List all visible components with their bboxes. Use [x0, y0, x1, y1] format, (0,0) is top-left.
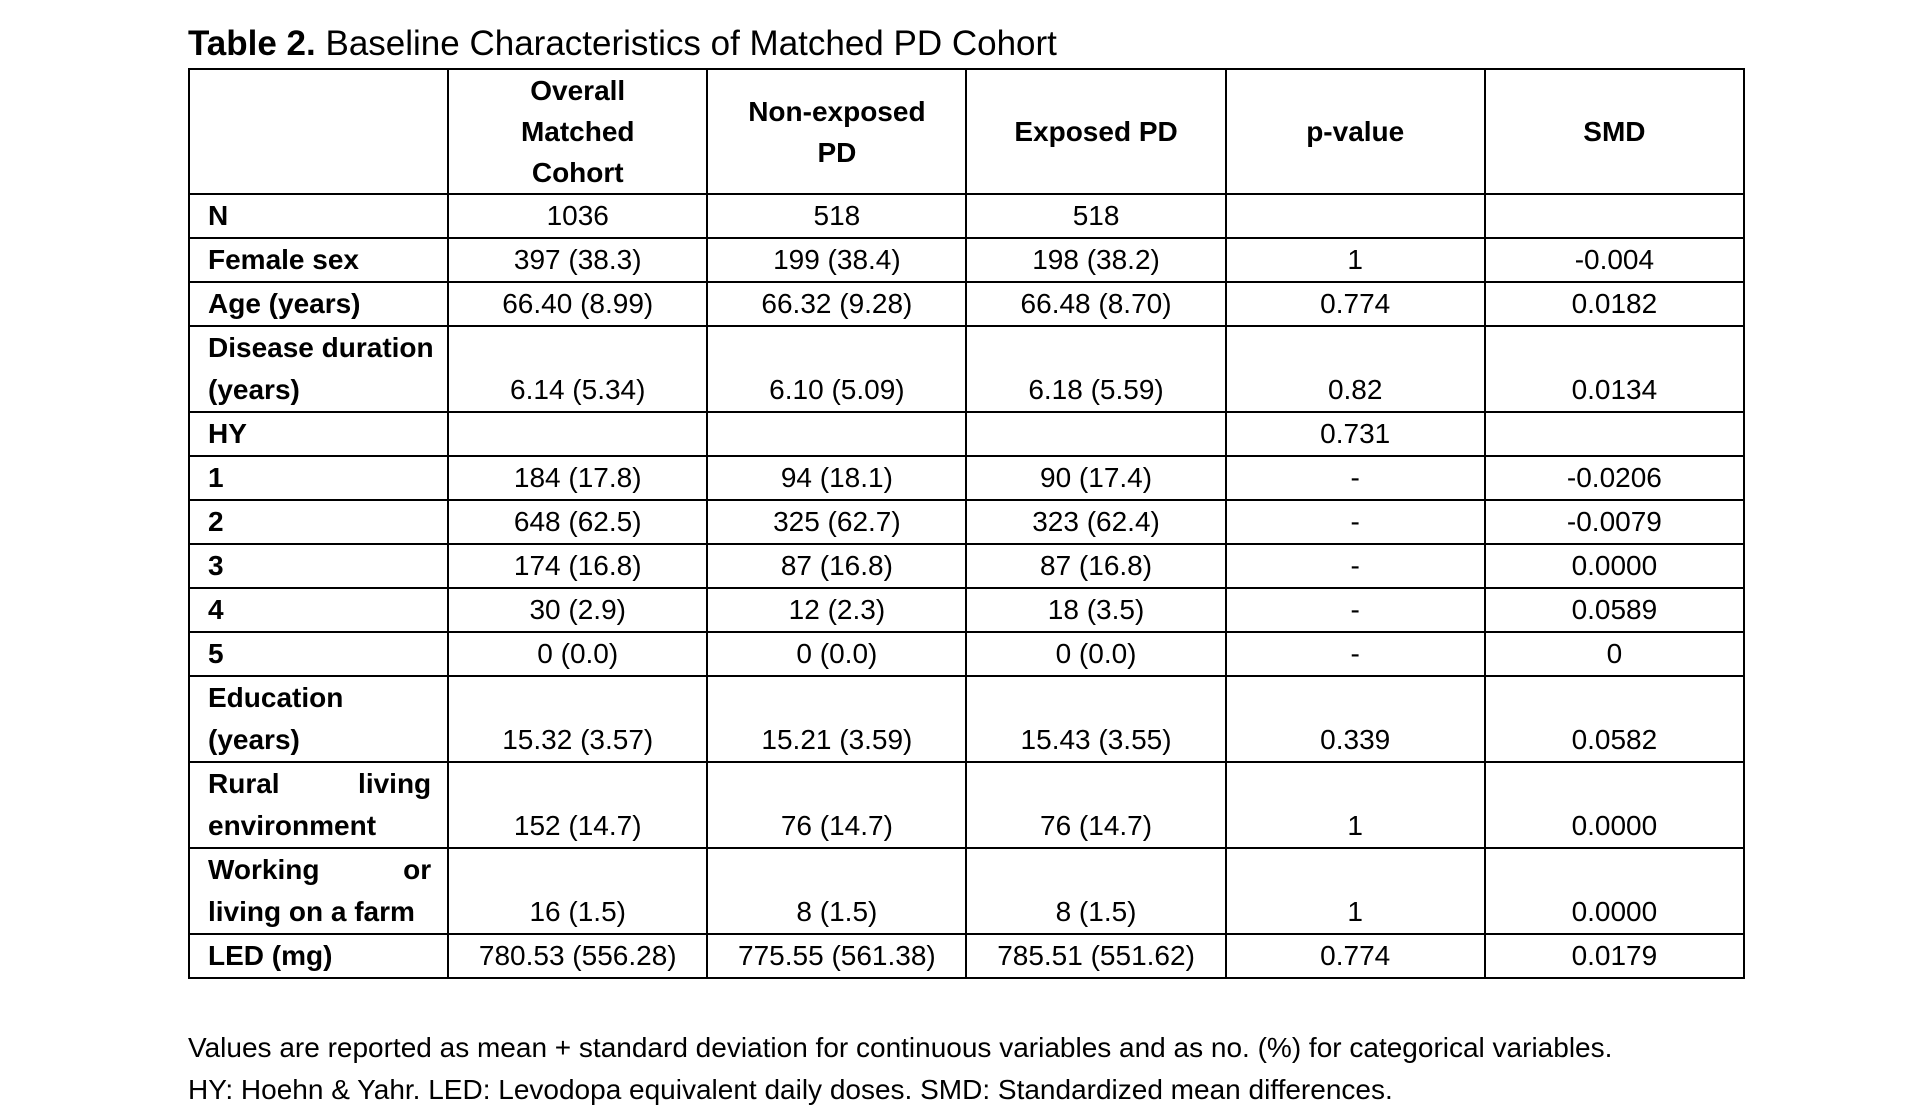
cell-overall: 648 (62.5)	[448, 500, 707, 544]
cell-overall: 66.40 (8.99)	[448, 282, 707, 326]
cell-overall	[448, 412, 707, 456]
cell-exposed: 15.43 (3.55)	[966, 676, 1225, 762]
cell-smd: 0	[1485, 632, 1744, 676]
cell-exposed: 6.18 (5.59)	[966, 326, 1225, 412]
row-label: Disease duration (years)	[189, 326, 448, 412]
cell-exposed: 518	[966, 194, 1225, 238]
cell-p-value: 0.774	[1226, 282, 1485, 326]
cell-exposed: 8 (1.5)	[966, 848, 1225, 934]
cell-exposed: 0 (0.0)	[966, 632, 1225, 676]
row-label: N	[189, 194, 448, 238]
cell-p-value: 1	[1226, 238, 1485, 282]
row-label: 5	[189, 632, 448, 676]
cell-non-exposed: 0 (0.0)	[707, 632, 966, 676]
cell-overall: 152 (14.7)	[448, 762, 707, 848]
cell-smd: 0.0000	[1485, 544, 1744, 588]
cell-smd: 0.0182	[1485, 282, 1744, 326]
baseline-characteristics-table	[188, 68, 1745, 979]
cell-non-exposed: 775.55 (561.38)	[707, 934, 966, 978]
table-row-led	[189, 934, 1744, 978]
table-row-hy-4	[189, 588, 1744, 632]
cell-p-value: -	[1226, 456, 1485, 500]
table-row-hy-2	[189, 500, 1744, 544]
row-label: Female sex	[189, 238, 448, 282]
cell-smd: -0.004	[1485, 238, 1744, 282]
cell-exposed: 87 (16.8)	[966, 544, 1225, 588]
header-non-exposed-pd: Non-exposed PD	[707, 69, 966, 194]
table-row-hy-3	[189, 544, 1744, 588]
cell-p-value: -	[1226, 632, 1485, 676]
cell-overall: 397 (38.3)	[448, 238, 707, 282]
cell-smd: -0.0079	[1485, 500, 1744, 544]
cell-non-exposed: 15.21 (3.59)	[707, 676, 966, 762]
table-row-rural-living	[189, 762, 1744, 848]
header-overall-matched-cohort: Overall Matched Cohort	[448, 69, 707, 194]
cell-non-exposed: 76 (14.7)	[707, 762, 966, 848]
cell-overall: 15.32 (3.57)	[448, 676, 707, 762]
table-caption-title: Baseline Characteristics of Matched PD Cohort	[325, 24, 1057, 63]
cell-overall: 780.53 (556.28)	[448, 934, 707, 978]
cell-exposed: 90 (17.4)	[966, 456, 1225, 500]
table-footnote	[188, 1027, 1748, 1111]
cell-non-exposed: 87 (16.8)	[707, 544, 966, 588]
row-label: 4	[189, 588, 448, 632]
cell-p-value: 0.82	[1226, 326, 1485, 412]
table-row-education	[189, 676, 1744, 762]
cell-non-exposed: 6.10 (5.09)	[707, 326, 966, 412]
cell-p-value: 0.774	[1226, 934, 1485, 978]
header-p-value: p-value	[1226, 69, 1485, 194]
cell-non-exposed: 8 (1.5)	[707, 848, 966, 934]
row-label: Working or living on a farm	[189, 848, 448, 934]
cell-exposed: 76 (14.7)	[966, 762, 1225, 848]
header-exposed-pd: Exposed PD	[966, 69, 1225, 194]
cell-smd: 0.0134	[1485, 326, 1744, 412]
table-row-working-on-farm	[189, 848, 1744, 934]
cell-exposed: 198 (38.2)	[966, 238, 1225, 282]
cell-exposed: 66.48 (8.70)	[966, 282, 1225, 326]
cell-non-exposed: 518	[707, 194, 966, 238]
cell-p-value: 1	[1226, 848, 1485, 934]
cell-smd: 0.0589	[1485, 588, 1744, 632]
cell-overall: 174 (16.8)	[448, 544, 707, 588]
cell-p-value: -	[1226, 500, 1485, 544]
table-row-hy-1	[189, 456, 1744, 500]
cell-overall: 30 (2.9)	[448, 588, 707, 632]
cell-exposed: 18 (3.5)	[966, 588, 1225, 632]
cell-smd: 0.0179	[1485, 934, 1744, 978]
document-page	[188, 22, 1748, 1111]
cell-non-exposed: 325 (62.7)	[707, 500, 966, 544]
cell-p-value: -	[1226, 544, 1485, 588]
table-caption-label: Table 2.	[188, 24, 316, 63]
cell-smd: 0.0582	[1485, 676, 1744, 762]
cell-exposed	[966, 412, 1225, 456]
cell-smd: 0.0000	[1485, 762, 1744, 848]
cell-exposed: 323 (62.4)	[966, 500, 1225, 544]
row-label: Rural living environment	[189, 762, 448, 848]
cell-p-value	[1226, 194, 1485, 238]
row-label: Age (years)	[189, 282, 448, 326]
row-label: 1	[189, 456, 448, 500]
header-cell-empty	[189, 69, 448, 194]
table-row-n	[189, 194, 1744, 238]
footnote-line-abbreviations: HY: Hoehn & Yahr. LED: Levodopa equivalent daily doses. SMD: Standardized mean differences.	[188, 1074, 1393, 1105]
row-label: Education (years)	[189, 676, 448, 762]
row-label: 3	[189, 544, 448, 588]
cell-non-exposed: 94 (18.1)	[707, 456, 966, 500]
cell-smd	[1485, 412, 1744, 456]
table-caption	[188, 22, 1748, 66]
cell-overall: 0 (0.0)	[448, 632, 707, 676]
header-smd: SMD	[1485, 69, 1744, 194]
cell-non-exposed: 66.32 (9.28)	[707, 282, 966, 326]
table-row-age	[189, 282, 1744, 326]
table-row-female-sex	[189, 238, 1744, 282]
cell-p-value: -	[1226, 588, 1485, 632]
cell-non-exposed	[707, 412, 966, 456]
cell-non-exposed: 199 (38.4)	[707, 238, 966, 282]
table-row-hy-5	[189, 632, 1744, 676]
cell-p-value: 1	[1226, 762, 1485, 848]
footnote-line-values: Values are reported as mean + standard deviation for continuous variables and as no. (%) for categorical variables.	[188, 1032, 1613, 1063]
table-row-disease-duration	[189, 326, 1744, 412]
cell-exposed: 785.51 (551.62)	[966, 934, 1225, 978]
row-label: HY	[189, 412, 448, 456]
table-row-hy	[189, 412, 1744, 456]
cell-overall: 6.14 (5.34)	[448, 326, 707, 412]
row-label: 2	[189, 500, 448, 544]
cell-overall: 184 (17.8)	[448, 456, 707, 500]
cell-overall: 1036	[448, 194, 707, 238]
cell-p-value: 0.339	[1226, 676, 1485, 762]
table-header-row	[189, 69, 1744, 194]
cell-overall: 16 (1.5)	[448, 848, 707, 934]
cell-smd	[1485, 194, 1744, 238]
cell-p-value: 0.731	[1226, 412, 1485, 456]
cell-non-exposed: 12 (2.3)	[707, 588, 966, 632]
row-label: LED (mg)	[189, 934, 448, 978]
cell-smd: 0.0000	[1485, 848, 1744, 934]
cell-smd: -0.0206	[1485, 456, 1744, 500]
